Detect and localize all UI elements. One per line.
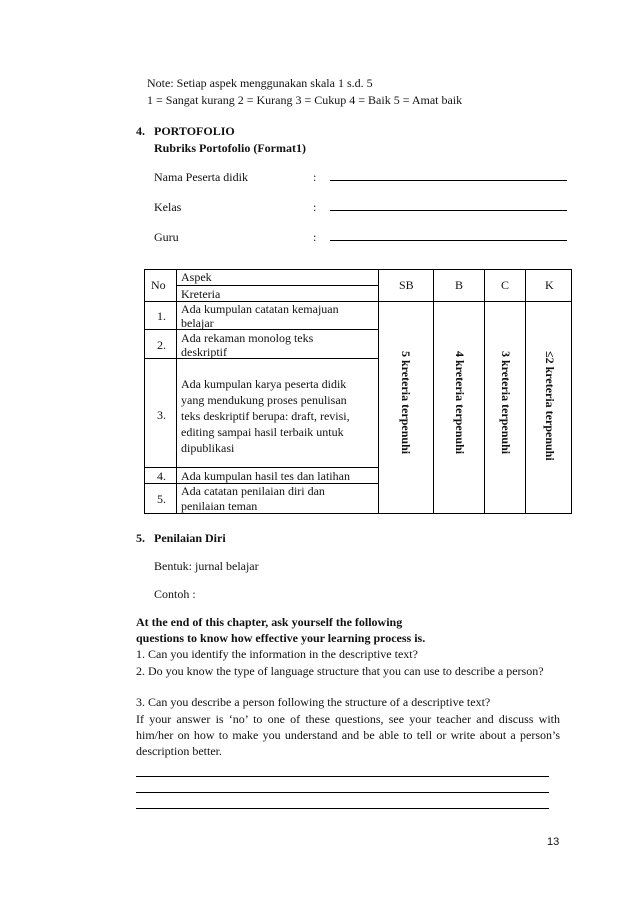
header-kreteria: Kreteria — [181, 287, 221, 301]
criteria-b: 4 kreteria terpenuhi — [453, 351, 467, 455]
field-label-name: Nama Peserta didik — [154, 170, 248, 184]
row3-aspek-line1: Ada kumpulan karya peserta didik — [181, 377, 347, 391]
page-number: 13 — [547, 836, 560, 848]
row4-no: 4. — [157, 469, 166, 483]
criteria-c: 3 kreteria terpenuhi — [499, 351, 513, 455]
section4-title: PORTOFOLIO — [154, 124, 235, 138]
field-label-guru: Guru — [154, 230, 179, 244]
field-colon-name: : — [313, 170, 317, 184]
contoh-text: Contoh : — [154, 587, 196, 601]
field-label-kelas: Kelas — [154, 200, 182, 214]
question-1: 1. Can you identify the information in the descriptive text? — [136, 647, 418, 661]
row2-aspek-line1: Ada rekaman monolog teks — [181, 331, 314, 345]
row3-aspek-line3: teks deskriptif berupa: draft, revisi, — [181, 409, 350, 423]
row5-no: 5. — [157, 492, 166, 506]
header-aspek: Aspek — [181, 270, 212, 284]
field-line-kelas[interactable] — [330, 210, 567, 211]
rubric-table — [144, 269, 572, 514]
answer-line[interactable] — [136, 776, 549, 777]
reflection-heading-line1: At the end of this chapter, ask yourself the following — [136, 615, 403, 629]
header-sb: SB — [399, 278, 414, 292]
section4-number: 4. — [136, 124, 145, 138]
field-line-guru[interactable] — [330, 240, 567, 241]
question-3: 3. Can you describe a person following the structure of a descriptive text? — [136, 695, 491, 709]
row1-aspek-line1: Ada kumpulan catatan kemajuan — [181, 302, 339, 316]
row3-no: 3. — [157, 408, 166, 422]
header-no: No — [151, 278, 166, 292]
criteria-sb: 5 kreteria terpenuhi — [399, 351, 413, 455]
header-k: K — [545, 278, 554, 292]
answer-line[interactable] — [136, 808, 549, 809]
header-c: C — [501, 278, 510, 292]
row3-aspek-line5: dipublikasi — [181, 441, 235, 455]
row3-aspek-line2: yang mendukung proses penulisan — [181, 393, 347, 407]
section5-number: 5. — [136, 531, 145, 545]
row1-aspek-line2: belajar — [181, 316, 214, 330]
row2-aspek-line2: deskriptif — [181, 345, 227, 359]
row3-aspek-line4: editing sampai hasil terbaik untuk — [181, 425, 344, 439]
row4-aspek-line1: Ada kumpulan hasil tes dan latihan — [181, 469, 350, 483]
rubric-subtitle: Rubriks Portofolio (Format1) — [154, 141, 306, 155]
bentuk-text: Bentuk: jurnal belajar — [154, 559, 259, 573]
question-2: 2. Do you know the type of language structure that you can use to describe a person? — [136, 664, 544, 678]
field-colon-kelas: : — [313, 200, 317, 214]
row5-aspek-line1: Ada catatan penilaian diri dan — [181, 484, 325, 498]
section5-title: Penilaian Diri — [154, 531, 226, 545]
advice-paragraph: If your answer is ‘no’ to one of these questions, see your teacher and discuss with him/her on how to make you understand and be able to tell or write about a person’s description better. — [136, 712, 560, 758]
field-line-name[interactable] — [330, 180, 567, 181]
note-scale-legend: 1 = Sangat kurang 2 = Kurang 3 = Cukup 4 = Baik 5 = Amat baik — [147, 93, 463, 107]
note-scale: Note: Setiap aspek menggunakan skala 1 s.d. 5 — [147, 76, 373, 90]
field-colon-guru: : — [313, 230, 317, 244]
row5-aspek-line2: penilaian teman — [181, 499, 258, 513]
answer-line[interactable] — [136, 792, 549, 793]
criteria-k: ≤2 kreteria terpenuhi — [543, 351, 557, 461]
header-b: B — [455, 278, 464, 292]
row1-no: 1. — [157, 309, 166, 323]
row2-no: 2. — [157, 338, 166, 352]
reflection-heading-line2: questions to know how effective your learning process is. — [136, 631, 426, 645]
